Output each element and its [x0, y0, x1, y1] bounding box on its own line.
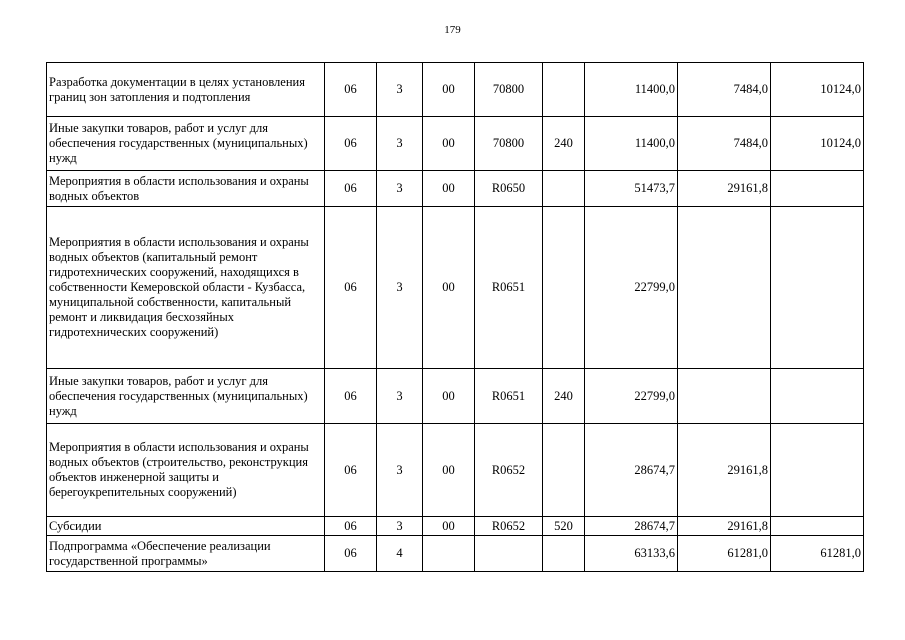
amount-year1-cell: 11400,0: [585, 63, 678, 117]
section-cell: 06: [325, 517, 377, 536]
subsection-cell: 3: [377, 517, 423, 536]
expense-type-cell: [543, 171, 585, 207]
row-name-cell: Разработка документации в целях установления границ зон затопления и подтопления: [47, 63, 325, 117]
expense-type-cell: [543, 536, 585, 572]
subsection-cell: 3: [377, 117, 423, 171]
program-code-cell: 00: [423, 117, 475, 171]
expense-type-cell: [543, 207, 585, 369]
subsection-cell: 4: [377, 536, 423, 572]
target-code-cell: R0652: [475, 517, 543, 536]
amount-year1-cell: 11400,0: [585, 117, 678, 171]
amount-year2-cell: [678, 207, 771, 369]
row-name-cell: Подпрограмма «Обеспечение реализации государственной программы»: [47, 536, 325, 572]
table-row: [47, 207, 864, 369]
subsection-cell: 3: [377, 171, 423, 207]
row-name-cell: Мероприятия в области использования и охраны водных объектов: [47, 171, 325, 207]
subsection-cell: 3: [377, 63, 423, 117]
row-name-cell: Мероприятия в области использования и охраны водных объектов (капитальный ремонт гидротехнических сооружений, находящихся в собственности Кемеровской области - Кузбасса, муниципальной собственности, капитальный ремонт и ликвидация бесхозяйных гидротехнических сооружений): [47, 207, 325, 369]
section-cell: 06: [325, 63, 377, 117]
expense-type-cell: [543, 63, 585, 117]
table-row: [47, 424, 864, 517]
amount-year1-cell: 28674,7: [585, 424, 678, 517]
amount-year2-cell: 29161,8: [678, 171, 771, 207]
target-code-cell: R0651: [475, 369, 543, 424]
amount-year3-cell: 10124,0: [771, 117, 864, 171]
row-name-cell: Иные закупки товаров, работ и услуг для обеспечения государственных (муниципальных) нужд: [47, 369, 325, 424]
expense-type-cell: 240: [543, 369, 585, 424]
subsection-cell: 3: [377, 424, 423, 517]
target-code-cell: 70800: [475, 63, 543, 117]
amount-year1-cell: 22799,0: [585, 207, 678, 369]
expense-type-cell: [543, 424, 585, 517]
expense-type-cell: 240: [543, 117, 585, 171]
amount-year3-cell: [771, 207, 864, 369]
amount-year3-cell: [771, 517, 864, 536]
section-cell: 06: [325, 369, 377, 424]
table-row: [47, 171, 864, 207]
amount-year2-cell: 29161,8: [678, 517, 771, 536]
table-row: [47, 63, 864, 117]
amount-year3-cell: 10124,0: [771, 63, 864, 117]
row-name-cell: Мероприятия в области использования и охраны водных объектов (строительство, реконструкция объектов инженерной защиты и берегоукрепительных сооружений): [47, 424, 325, 517]
section-cell: 06: [325, 207, 377, 369]
section-cell: 06: [325, 536, 377, 572]
program-code-cell: 00: [423, 424, 475, 517]
program-code-cell: 00: [423, 369, 475, 424]
amount-year1-cell: 63133,6: [585, 536, 678, 572]
amount-year2-cell: [678, 369, 771, 424]
target-code-cell: [475, 536, 543, 572]
table-row: [47, 117, 864, 171]
table-row: [47, 536, 864, 572]
target-code-cell: R0650: [475, 171, 543, 207]
amount-year2-cell: 61281,0: [678, 536, 771, 572]
program-code-cell: 00: [423, 207, 475, 369]
target-code-cell: R0652: [475, 424, 543, 517]
amount-year3-cell: [771, 171, 864, 207]
target-code-cell: 70800: [475, 117, 543, 171]
expense-type-cell: 520: [543, 517, 585, 536]
program-code-cell: [423, 536, 475, 572]
subsection-cell: 3: [377, 369, 423, 424]
amount-year2-cell: 7484,0: [678, 63, 771, 117]
table-row: [47, 369, 864, 424]
program-code-cell: 00: [423, 171, 475, 207]
table-row: [47, 517, 864, 536]
section-cell: 06: [325, 424, 377, 517]
program-code-cell: 00: [423, 517, 475, 536]
amount-year1-cell: 22799,0: [585, 369, 678, 424]
amount-year1-cell: 51473,7: [585, 171, 678, 207]
program-code-cell: 00: [423, 63, 475, 117]
amount-year3-cell: 61281,0: [771, 536, 864, 572]
page-number: 179: [444, 24, 461, 36]
section-cell: 06: [325, 171, 377, 207]
amount-year2-cell: 7484,0: [678, 117, 771, 171]
target-code-cell: R0651: [475, 207, 543, 369]
row-name-cell: Субсидии: [47, 517, 325, 536]
subsection-cell: 3: [377, 207, 423, 369]
amount-year3-cell: [771, 424, 864, 517]
row-name-cell: Иные закупки товаров, работ и услуг для обеспечения государственных (муниципальных) нужд: [47, 117, 325, 171]
amount-year3-cell: [771, 369, 864, 424]
amount-year2-cell: 29161,8: [678, 424, 771, 517]
amount-year1-cell: 28674,7: [585, 517, 678, 536]
section-cell: 06: [325, 117, 377, 171]
budget-table: [46, 62, 864, 572]
